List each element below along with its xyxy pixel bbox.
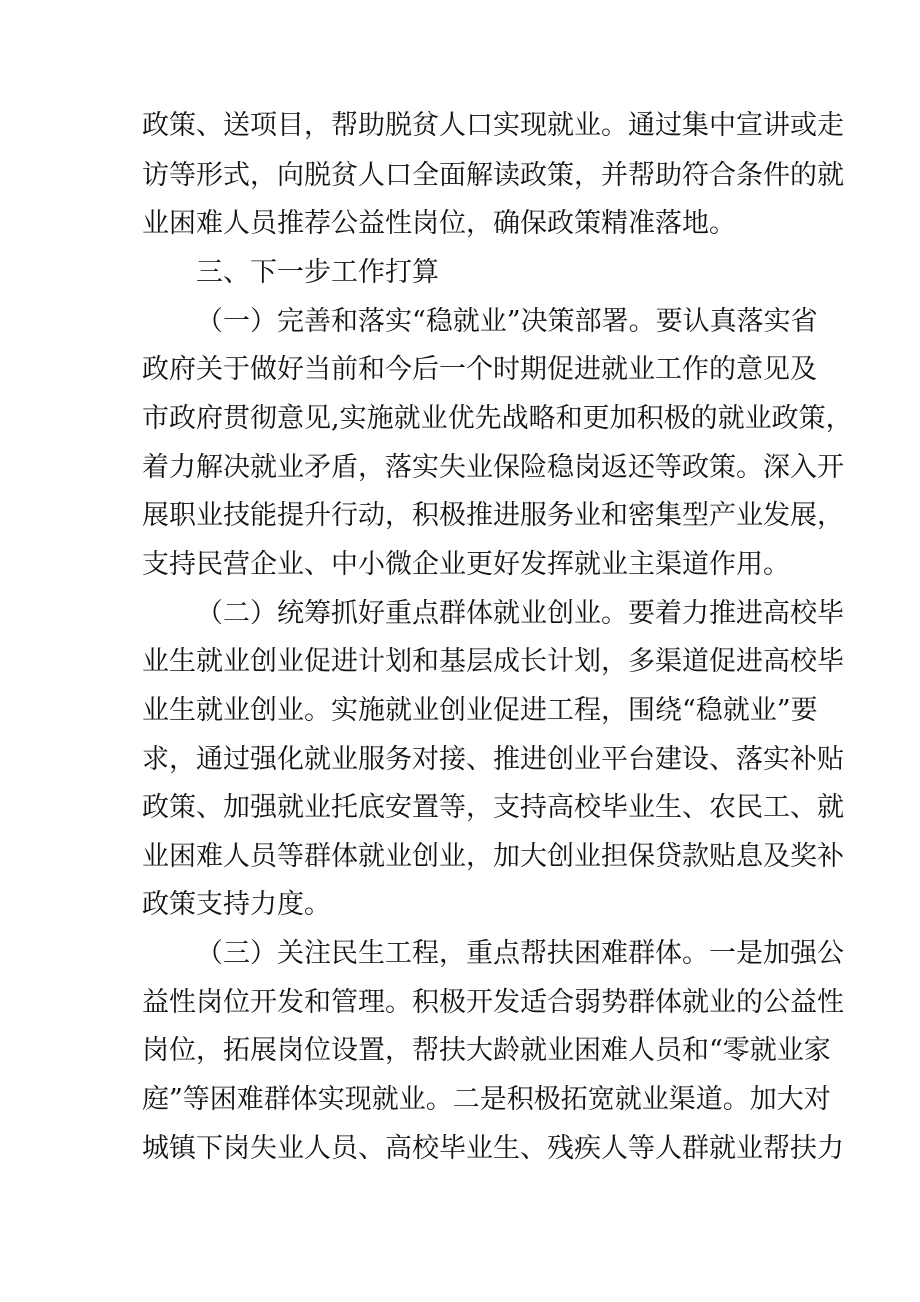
- paragraph-line: 政策支持力度。: [142, 889, 331, 920]
- paragraph-line: 支持民营企业、中小微企业更好发挥就业主渠道作用。: [142, 549, 790, 580]
- paragraph-line: 展职业技能提升行动，积极推进服务业和密集型产业发展，: [142, 500, 844, 531]
- paragraph-line: 岗位，拓展岗位设置，帮扶大龄就业困难人员和“零就业家: [142, 1035, 831, 1066]
- paragraph-line: 业生就业创业。实施就业创业促进工程，围绕“稳就业”要: [142, 695, 818, 726]
- paragraph-line: 益性岗位开发和管理。积极开发适合弱势群体就业的公益性: [142, 987, 844, 1018]
- paragraph-line: （三）关注民生工程，重点帮扶困难群体。一是加强公: [196, 938, 844, 969]
- section-heading: 三、下一步工作打算: [196, 257, 439, 288]
- paragraph-line: 业困难人员推荐公益性岗位，确保政策精准落地。: [142, 208, 736, 239]
- paragraph-line: 政府关于做好当前和今后一个时期促进就业工作的意见及: [142, 354, 817, 385]
- paragraph-line: （一）完善和落实“稳就业”决策部署。要认真落实省: [196, 306, 818, 337]
- paragraph-line: 着力解决就业矛盾，落实失业保险稳岗返还等政策。深入开: [142, 452, 844, 483]
- paragraph-line: 求，通过强化就业服务对接、推进创业平台建设、落实补贴: [142, 744, 844, 775]
- paragraph-line: 市政府贯彻意见,实施就业优先战略和更加积极的就业政策，: [142, 403, 853, 434]
- paragraph-line: 业生就业创业促进计划和基层成长计划，多渠道促进高校毕: [142, 646, 844, 677]
- paragraph-line: （二）统筹抓好重点群体就业创业。要着力推进高校毕: [196, 598, 844, 629]
- paragraph-line: 城镇下岗失业人员、高校毕业生、残疾人等人群就业帮扶力: [142, 1133, 844, 1164]
- paragraph-line: 政策、加强就业托底安置等，支持高校毕业生、农民工、就: [142, 792, 844, 823]
- paragraph-line: 业困难人员等群体就业创业，加大创业担保贷款贴息及奖补: [142, 841, 844, 872]
- paragraph-line: 政策、送项目，帮助脱贫人口实现就业。通过集中宣讲或走: [142, 110, 844, 141]
- paragraph-line: 访等形式，向脱贫人口全面解读政策，并帮助符合条件的就: [142, 160, 844, 191]
- paragraph-line: 庭”等困难群体实现就业。二是积极拓宽就业渠道。加大对: [142, 1084, 831, 1115]
